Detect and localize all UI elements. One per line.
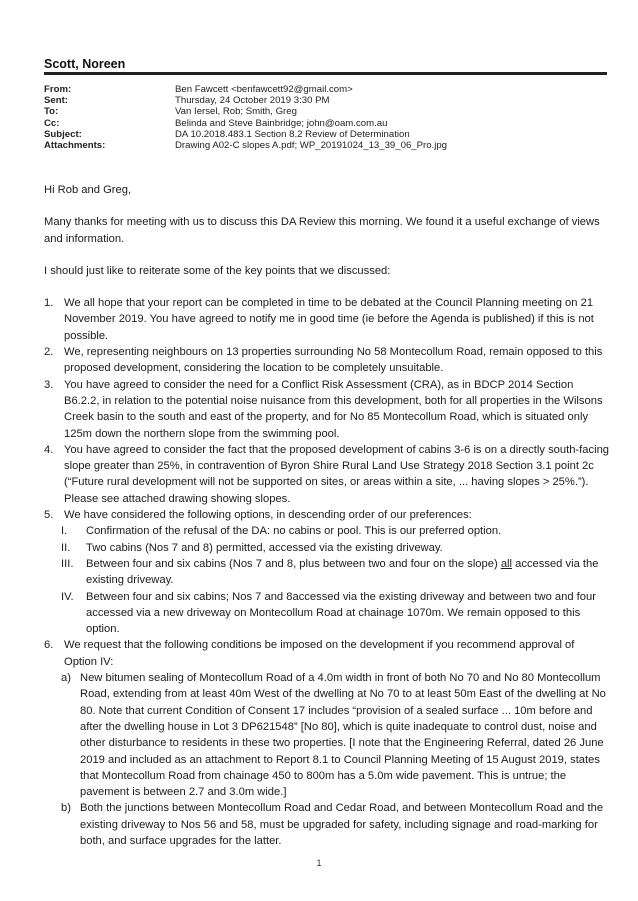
sender-name: Scott, Noreen bbox=[44, 57, 126, 71]
item-text: You have agreed to consider the fact that the proposed development of cabins 3-6 is on a directly south-facing slope greater than 25%, in contravention of Byron Shire Rural Land Use Strategy 2018 Section 3.1 point 2c (“Future rural development will not be supported on sites, or areas within a site, ... having slopes > 25%.”). Please see attached drawing showing slopes. bbox=[64, 443, 610, 505]
option-number: I. bbox=[61, 525, 68, 538]
item-number: 6. bbox=[44, 639, 54, 652]
option-number: II. bbox=[61, 541, 71, 554]
header-value: Ben Fawcett <benfawcett92@gmail.com> bbox=[175, 84, 353, 95]
list-item bbox=[44, 295, 609, 344]
option-text: Confirmation of the refusal of the DA: no cabins or pool. This is our preferred option. bbox=[86, 525, 502, 538]
header-cc bbox=[44, 118, 447, 129]
list-item bbox=[44, 507, 609, 523]
condition-text: Both the junctions between Montecollum Road and Cedar Road, and between Montecollum Road and the existing driveway to Nos 56 and 58, must be upgraded for safety, including signage and road-marking for both, and surface upgrades for the latter. bbox=[80, 802, 604, 847]
item-text: We request that the following conditions be imposed on the development if you recommend approval of Option IV: bbox=[64, 639, 575, 668]
list-item bbox=[44, 442, 609, 507]
header-value: Van Iersel, Rob; Smith, Greg bbox=[175, 106, 297, 118]
greeting: Hi Rob and Greg, bbox=[44, 184, 132, 196]
option-number: IV. bbox=[61, 590, 74, 603]
option-text-after: accessed via the existing driveway. bbox=[86, 557, 599, 587]
header-rule bbox=[44, 72, 607, 75]
condition-text: New bitumen sealing of Montecollum Road of a 4.0m width in front of both No 70 and No 80 Montecollum Road, extending from at least 40m West of the dwelling at No 70 to at least 50m East of the dwelling at No 80. Note that current Condition of Consent 17 includes “provision of a sealed surface ... 10m before and after the dwelling house in Lot 3 DP621548” [No 80], which is quite inadequate to control dust, noise and other disturbance to residents in these two properties. [I note that the Engineering Referral, dated 26 June 2019 and included as an attachment to Report 8.1 to Council Planning Meeting of 15 August 2019, states that Montecollum Road from chainage 450 to 800m has a 5.0m wide pavement. This is untrue; the pavement is between 2.7 and 3.0m wide.] bbox=[80, 672, 606, 799]
item-number: 2. bbox=[44, 346, 54, 359]
header-label: Sent: bbox=[44, 95, 68, 107]
option-text: Between four and six cabins; Nos 7 and 8accessed via the existing driveway and between two and four accessed via a new driveway on Montecollum Road at chainage 1070m. We remain opposed to this option. bbox=[86, 590, 596, 636]
item-number: 3. bbox=[44, 378, 54, 391]
item-text: We have considered the following options, in descending order of our preferences: bbox=[64, 509, 472, 522]
email-headers bbox=[44, 84, 447, 151]
header-sent bbox=[44, 95, 447, 106]
option-text: Two cabins (Nos 7 and 8) permitted, accessed via the existing driveway. bbox=[86, 541, 443, 554]
header-attachments bbox=[44, 140, 447, 151]
option-item bbox=[44, 523, 609, 539]
item-number: 1. bbox=[44, 297, 54, 310]
condition-letter: a) bbox=[61, 672, 71, 685]
option-item bbox=[44, 589, 609, 638]
header-label: From: bbox=[44, 84, 72, 95]
header-to bbox=[44, 106, 447, 117]
page-number: 1 bbox=[316, 858, 322, 868]
condition-item bbox=[44, 800, 609, 849]
option-text-before: Between four and six cabins (Nos 7 and 8, plus between two and four on the slope) bbox=[86, 557, 501, 570]
condition-letter: b) bbox=[61, 802, 71, 815]
header-value: Thursday, 24 October 2019 3:30 PM bbox=[175, 95, 330, 107]
item-number: 5. bbox=[44, 509, 54, 522]
header-value: DA 10.2018.483.1 Section 8.2 Review of Determination bbox=[175, 128, 410, 140]
header-from bbox=[44, 84, 447, 95]
item-number: 4. bbox=[44, 443, 54, 456]
header-label: Subject: bbox=[44, 128, 82, 140]
item-text: You have agreed to consider the need for a Conflict Risk Assessment (CRA), as in BDCP 2014 Section B6.2.2, in relation to the potential noise nuisance from this development, both for all properties in the Wilsons Creek basin to the south and east of the property, and for No 85 Montecollum Road, which is situated only 125m down the northern slope from the swimming pool. bbox=[64, 378, 603, 440]
list-item bbox=[44, 377, 609, 442]
condition-item bbox=[44, 670, 609, 800]
option-item bbox=[44, 540, 609, 556]
lead-paragraph: I should just like to reiterate some of the key points that we discussed: bbox=[44, 264, 391, 277]
option-number: III. bbox=[61, 557, 74, 570]
item-text: We, representing neighbours on 13 properties surrounding No 58 Montecollum Road, remain opposed to this proposed development, considering the location to be completely unsuitable. bbox=[64, 346, 603, 375]
header-label: Attachments: bbox=[44, 140, 106, 152]
header-subject bbox=[44, 129, 447, 140]
item-text: We all hope that your report can be completed in time to be debated at the Council Planning meeting on 21 November 2019. You have agreed to notify me in good time (ie before the Agenda is published) if this is not possible. bbox=[64, 297, 594, 342]
intro-paragraph: Many thanks for meeting with us to discuss this DA Review this morning. We found it a useful exchange of views and information. bbox=[44, 216, 600, 245]
email-body bbox=[44, 182, 609, 849]
header-label: Cc: bbox=[44, 117, 60, 129]
header-value: Drawing A02-C slopes A.pdf; WP_20191024_13_39_06_Pro.jpg bbox=[175, 140, 448, 152]
option-text-underlined: all bbox=[500, 557, 513, 570]
header-value: Belinda and Steve Bainbridge; john@oam.com.au bbox=[175, 117, 388, 129]
list-item bbox=[44, 344, 609, 377]
option-item bbox=[44, 556, 609, 589]
header-label: To: bbox=[44, 106, 59, 118]
list-item bbox=[44, 637, 609, 670]
